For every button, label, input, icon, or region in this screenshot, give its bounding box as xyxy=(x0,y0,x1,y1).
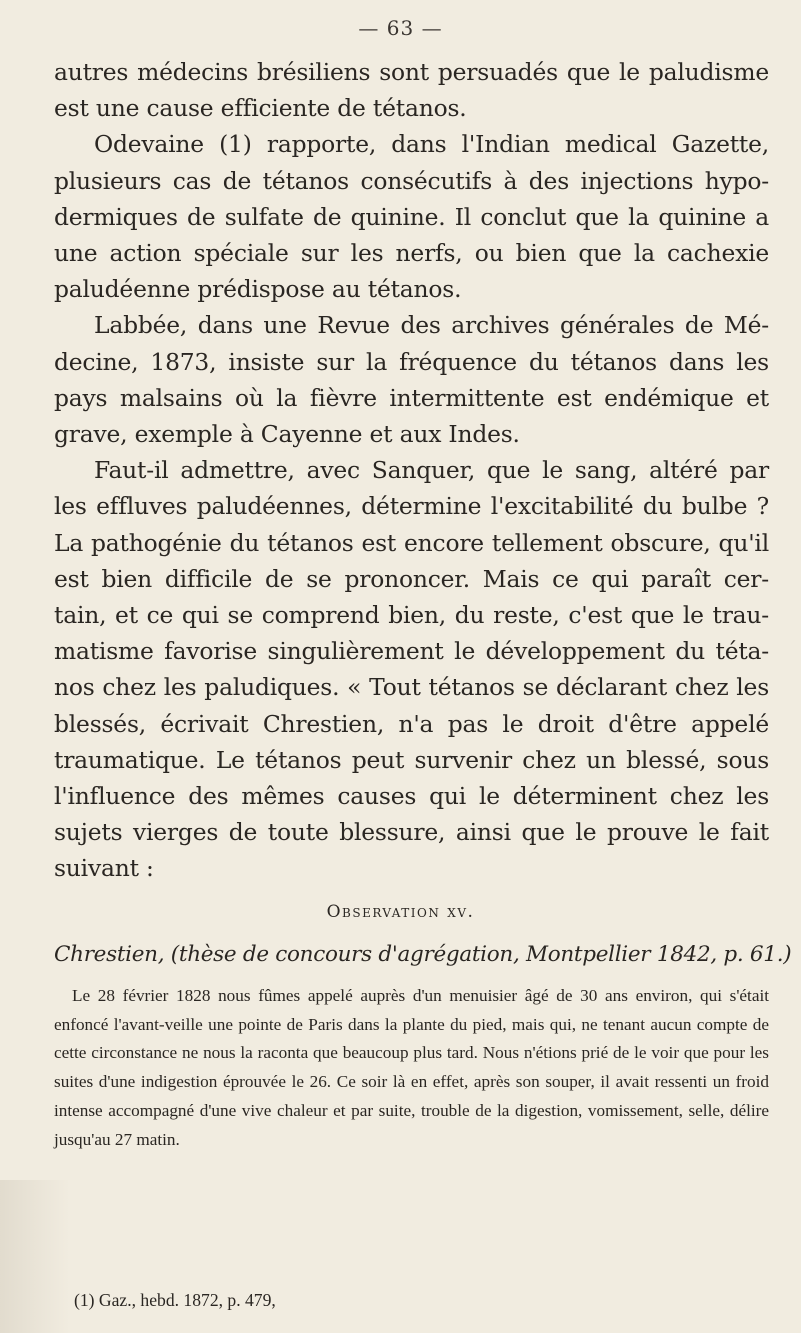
observation-citation: Chrestien, (thèse de concours d'agrégation, Montpellier 1842, p. 61.) xyxy=(54,942,792,967)
footnote: (1) Gaz., hebd. 1872, p. 479, xyxy=(74,1290,276,1310)
page-number: — 63 — xyxy=(358,16,443,40)
paragraph-2: Odevaine (1) rapporte, dans l'Indian medical Gazette, plusieurs cas de tétanos consécutifs à des injections hypo- dermiques de sulfate de quinine. Il conclut que la quinine a une action spéciale sur les nerfs, ou bien que la cachexie paludéenne prédispose au tétanos. xyxy=(54,130,769,304)
main-text xyxy=(54,54,769,887)
paragraph-1: autres médecins brésiliens sont persuadés que le paludisme est une cause efficiente de tétanos. xyxy=(54,58,769,123)
page-shadow xyxy=(0,1180,70,1333)
paragraph-4: Faut-il admettre, avec Sanquer, que le sang, altéré par les effluves paludéennes, détermine l'excitabilité du bulbe ? La pathogénie du tétanos est encore tellement obscure, qu'il est bien difficile de se prononcer. Mais ce qui paraît cer- tain, et ce qui se comprend bien, du reste, c'est que le trau- matisme favorise singulièrement le développement du téta- nos chez les paludiques. « Tout tétanos se déclarant chez les blessés, écrivait Chrestien, n'a pas le droit d'être appelé traumatique. Le tétanos peut survenir chez un blessé, sous l'influence des mêmes causes qui le déterminent chez les sujets vierges de toute blessure, ainsi que le prouve le fait suivant : xyxy=(54,456,769,883)
paragraph-3: Labbée, dans une Revue des archives générales de Mé- decine, 1873, insiste sur la fréquence du tétanos dans les pays malsains où la fièvre intermittente est endémique et grave, exemple à Cayenne et aux Indes. xyxy=(54,311,769,449)
observation-paragraph: Le 28 février 1828 nous fûmes appelé auprès d'un menuisier âgé de 30 ans environ, qui s'était enfoncé l'avant-veille une pointe de Paris dans la plante du pied, mais qui, ne tenant aucun compte de cette circonstance ne nous la raconta que beaucoup plus tard. Nous n'étions prié de le voir que pour les suites d'une indigestion éprouvée le 26. Ce soir là en effet, après son souper, il avait ressenti un froid intense accompagné d'une vive chaleur et par suite, trouble de la digestion, vomissement, selle, délire jusqu'au 27 matin. xyxy=(54,986,769,1149)
observation-heading: Observation xv. xyxy=(326,902,475,922)
observation-text xyxy=(54,982,769,1154)
